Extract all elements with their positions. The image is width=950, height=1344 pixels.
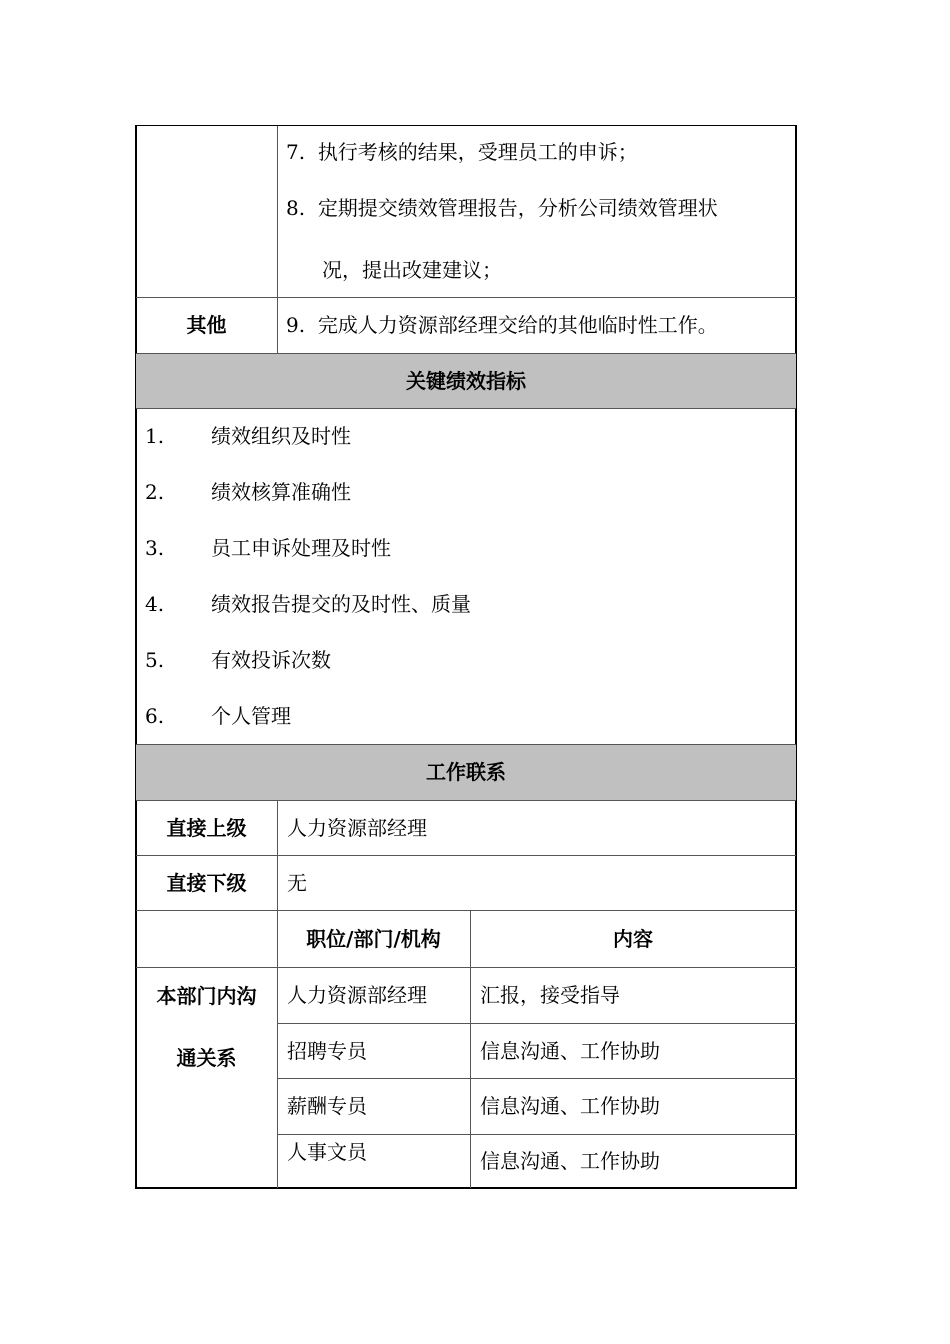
kpi-number: 4. xyxy=(145,592,165,616)
row-divider xyxy=(136,353,796,354)
relation-content: 信息沟通、工作协助 xyxy=(480,1039,660,1063)
column-header-content: 内容 xyxy=(613,927,653,951)
duty-item-8 xyxy=(286,196,718,220)
kpi-text: 有效投诉次数 xyxy=(211,648,331,672)
row-divider xyxy=(136,744,796,745)
kpi-number: 6. xyxy=(145,704,165,728)
relation-content: 信息沟通、工作协助 xyxy=(480,1149,660,1173)
duty-text-continuation: 况，提出改建建议； xyxy=(322,258,502,282)
row-divider xyxy=(277,1023,796,1024)
kpi-text: 个人管理 xyxy=(211,704,291,728)
row-divider xyxy=(136,910,796,911)
column-divider xyxy=(277,126,278,353)
duty-item-9 xyxy=(286,313,718,337)
duty-number: 7. xyxy=(286,140,306,164)
relation-position: 人事文员 xyxy=(287,1140,367,1164)
duty-number: 8. xyxy=(286,196,306,220)
internal-relations-label: 通关系 xyxy=(176,1046,237,1070)
kpi-text: 绩效报告提交的及时性、质量 xyxy=(211,592,471,616)
duty-text: 定期提交绩效管理报告，分析公司绩效管理状 xyxy=(317,196,718,220)
row-divider xyxy=(136,408,796,409)
duty-text: 执行考核的结果，受理员工的申诉； xyxy=(317,140,638,164)
internal-relations-label: 本部门内沟 xyxy=(156,984,257,1008)
kpi-text: 绩效组织及时性 xyxy=(211,424,351,448)
other-label: 其他 xyxy=(186,313,227,337)
relation-position: 人力资源部经理 xyxy=(287,983,427,1007)
relation-content: 汇报，接受指导 xyxy=(480,983,620,1007)
duty-number: 9. xyxy=(286,313,306,337)
duty-item-7 xyxy=(286,140,638,164)
superior-label: 直接上级 xyxy=(166,816,247,840)
column-header-position: 职位/部门/机构 xyxy=(306,927,441,951)
kpi-number: 3. xyxy=(145,536,165,560)
superior-value: 人力资源部经理 xyxy=(287,816,427,840)
kpi-number: 2. xyxy=(145,480,165,504)
subordinate-label: 直接下级 xyxy=(166,871,247,895)
row-divider xyxy=(136,297,796,298)
column-divider xyxy=(470,910,471,1188)
kpi-number: 5. xyxy=(145,648,165,672)
relations-heading: 工作联系 xyxy=(426,760,506,784)
duty-text: 完成人力资源部经理交给的其他临时性工作。 xyxy=(317,313,718,337)
kpi-text: 员工申诉处理及时性 xyxy=(211,536,391,560)
relation-position: 薪酬专员 xyxy=(287,1094,367,1118)
row-divider xyxy=(277,1078,796,1079)
column-divider xyxy=(277,800,278,1188)
kpi-number: 1. xyxy=(145,424,165,448)
row-divider xyxy=(277,1134,796,1135)
relation-position: 招聘专员 xyxy=(287,1039,367,1063)
kpi-heading: 关键绩效指标 xyxy=(406,369,526,393)
relation-content: 信息沟通、工作协助 xyxy=(480,1094,660,1118)
subordinate-value: 无 xyxy=(287,871,307,895)
kpi-text: 绩效核算准确性 xyxy=(211,480,351,504)
row-divider xyxy=(136,855,796,856)
row-divider xyxy=(136,800,796,801)
row-divider xyxy=(136,967,796,968)
